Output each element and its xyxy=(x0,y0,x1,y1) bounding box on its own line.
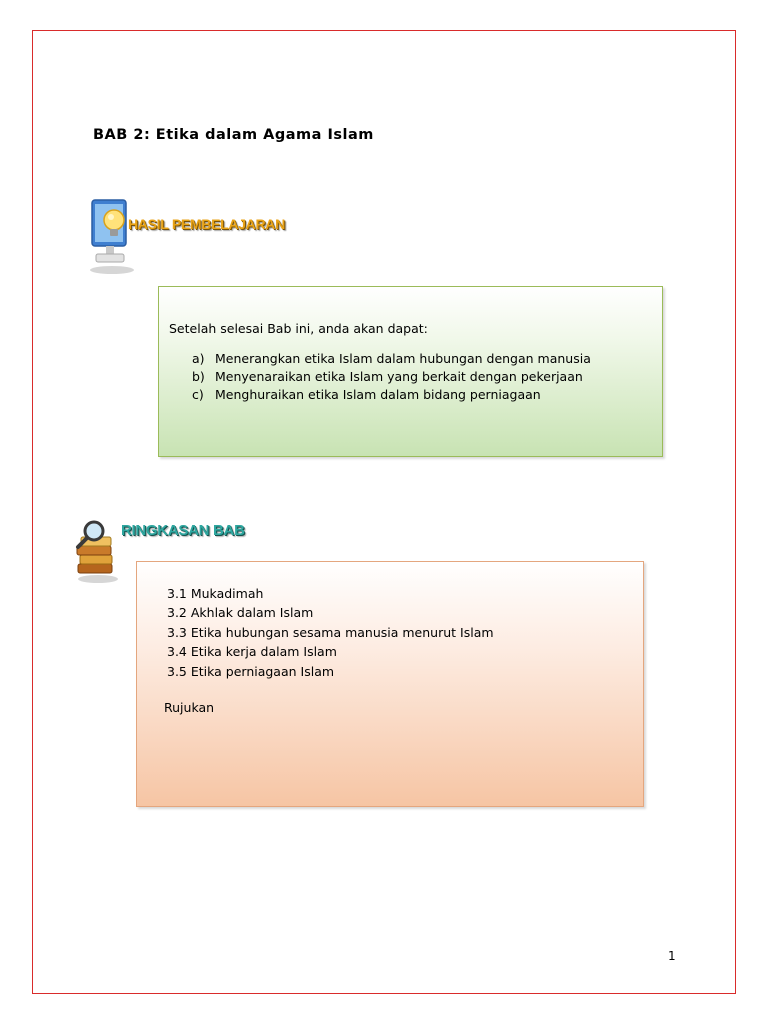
learning-outcomes-list xyxy=(192,350,591,404)
list-item: 3.1 Mukadimah xyxy=(167,586,264,601)
list-item-text: Menyenaraikan etika Islam yang berkait dengan pekerjaan xyxy=(215,369,583,384)
rujukan-label: Rujukan xyxy=(164,700,215,715)
list-item: 3.4 Etika kerja dalam Islam xyxy=(167,644,337,660)
list-marker: a) xyxy=(192,351,205,366)
list-item xyxy=(192,350,591,368)
chapter-title: BAB 2: Etika dalam Agama Islam xyxy=(93,127,374,143)
list-item-text: Menghuraikan etika Islam dalam bidang perniagaan xyxy=(215,387,541,402)
learning-outcomes-box xyxy=(158,286,663,457)
ringkasan-bab-heading: RINGKASAN BAB xyxy=(121,522,245,539)
chapter-summary-list xyxy=(167,584,494,681)
list-marker: c) xyxy=(192,387,204,402)
page-number: 1 xyxy=(668,949,676,963)
list-item xyxy=(192,386,591,404)
chapter-summary-box xyxy=(136,561,644,807)
list-item: 3.5 Etika perniagaan Islam xyxy=(167,663,335,679)
list-item xyxy=(192,368,591,386)
learning-outcomes-intro: Setelah selesai Bab ini, anda akan dapat: xyxy=(169,321,428,336)
list-item-text: Menerangkan etika Islam dalam hubungan dengan manusia xyxy=(215,351,591,366)
books-magnifier-icon xyxy=(72,520,124,584)
page-border xyxy=(32,30,736,994)
list-item: 3.3 Etika hubungan sesama manusia menurut Islam xyxy=(167,624,494,640)
hasil-pembelajaran-heading: HASIL PEMBELAJARAN xyxy=(128,216,285,232)
list-item: 3.2 Akhlak dalam Islam xyxy=(167,605,314,621)
list-marker: b) xyxy=(192,369,205,384)
monitor-lightbulb-icon xyxy=(82,196,138,276)
